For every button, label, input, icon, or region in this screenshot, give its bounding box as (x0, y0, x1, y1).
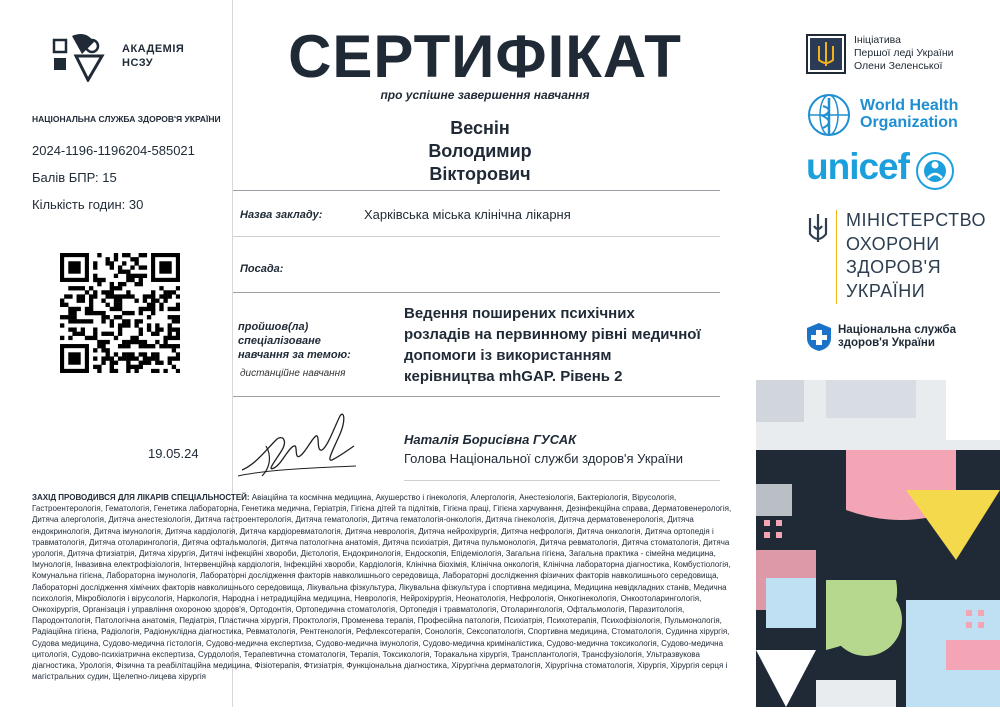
signature-icon (236, 410, 366, 486)
first-lady-line-2: Першої леді України (854, 47, 954, 59)
specialties-text: Авіаційна та космічна медицина, Акушерство і гінекологія, Алергологія, Анестезіологія, Бактеріологія, Вірусологія, Гастроентерологія, Гематологія, Генетика лабораторна, Генетика медична, Геріатрія, Гігієна дітей та підлітків, Гігієна праці, Гігієна харчування, Дезінфекційна справа, Дерматовенерологія, Дитяча алергологія, Дитяча анестезіологія, Дитяча гастроентерологія, Дитяча гематологія, Дитяча гематологія-онкологія, Дитяча гінекологія, Дитяча дерматовенерологія, Дитяча ендокринологія, Дитяча імунологія, Дитяча кардіологія, Дитяча кардіоревматологія, Дитяча неврологія, Дитяча нейрохірургія, Дитяча нефрологія, Дитяча онкологія, Дитяча ортопедія і травматологія, Дитяча отоларингологія, Дитяча офтальмологія, Дитяча патологічна анатомія, Дитяча психіатрія, Дитяча пульмонологія, Дитяча ревматологія, Дитяча стоматологія, Дитяча урологія, Дитяча фтизіатрія, Дитяча хірургія, Дитячі інфекційні хвороби, Дієтологія, Ендокринологія, Ендоскопія, Епідеміологія, Загальна гігієна, Загальна практика - сімейна медицина, Імунологія, Інвазивна електрофізіологія, Інтервенційна кардіологія, Інфекційні хвороби, Кардіологія, Клінічна біохімія, Клінічна онкологія, Клінічна лабораторна діагностика, Комбустіологія, Комунальна гігієна, Лабораторна імунологія, Лабораторні дослідження факторів навколишнього середовища, Лабораторні дослідження фізичних факторів навколишнього середовища, Лабораторні дослідження хімічних факторів навколишнього середовища, Лікувальна фізкультура, Лікувальна фізкультура і спортивна медицина, Медицина невідкладних станів, Медична психологія, Мікробіологія і вірусологія, Наркологія, Народна і нетрадиційна медицина, Неврологія, Нейрохірургія, Неонатологія, Нефрологія, Онкогінекологія, Онкоотоларингологія, Онкохірургія, Організація і управління охороною здоров'я, Ортодонтія, Ортопедична стоматологія, Ортопедія і травматологія, Отоларингологія, Офтальмологія, Паразитологія, Пародонтологія, Патологічна анатомія, Педіатрія, Пластична хірургія, Проктологія, Променева терапія, Професійна патологія, Психіатрія, Психотерапія, Психофізіологія, Пульмонологія, Радіаційна гігієна, Радіологія, Радіонуклідна діагностика, Ревматологія, Рентгенологія, Рефлексотерапія, Сонологія, Сексопатологія, Спортивна медицина, Стоматологія, Судинна хірургія, Судова медицина, Судово-медична гістологія, Судово-медична експертиза, Судово-медична імунологія, Судово-медична криміналістика, Судово-медична токсикологія, Судово-медична цитологія, Судово-психіатрична експертиза, Сурдологія, Терапевтична стоматологія, Терапія, Токсикологія, Торакальна хірургія, Трансплантологія, Трансфузіологія, Ультразвукова діагностика, Урологія, Фізична та реабілітаційна медицина, Фізіотерапія, Фтизіатрія, Функціональна діагностика, Хірургічна дерматологія, Хірургічна стоматологія, Хірургія, Хірургія серця і магістральних судин, Щелепно-лицева хірургія (32, 493, 732, 682)
academy-logo-icon (52, 30, 122, 85)
unicef-wordmark: unicef (806, 146, 909, 187)
issue-date: 19.05.24 (148, 446, 199, 461)
first-lady-line-3: Олени Зеленської (854, 60, 943, 72)
divider-2 (233, 236, 720, 237)
recipient-first-name: Володимир (428, 141, 532, 161)
divider-5 (404, 480, 720, 481)
recipient-last-name: Веснін (450, 118, 510, 138)
signatory-name: Наталія Борисівна ГУСАК (404, 432, 577, 447)
topic-label-1: пройшов(ла) (238, 321, 309, 333)
institution-label: Назва закладу: (240, 209, 323, 221)
topic-line-2: розладів на первинному рівні медичної (404, 326, 701, 343)
topic-label-3: навчання за темою: (238, 349, 351, 361)
training-mode: дистанційне навчання (240, 368, 346, 379)
who-line-1: World Health (860, 97, 959, 114)
topic-line-4: керівництва mhGAP. Рівень 2 (404, 368, 623, 385)
decorative-artwork (756, 380, 1000, 707)
topic-label-2: спеціалізоване (238, 335, 321, 347)
moh-line-3: ЗДОРОВ'Я (846, 257, 942, 277)
who-line-2: Organization (860, 114, 958, 131)
topic-line-1: Ведення поширених психічних (404, 305, 635, 322)
institution-value: Харківська міська клінічна лікарня (364, 207, 571, 222)
points: Балів БПР: 15 (32, 170, 117, 185)
position-label: Посада: (240, 263, 284, 275)
moh-line-2: ОХОРОНИ (846, 233, 940, 254)
specialties-block (32, 492, 732, 682)
divider-4 (233, 396, 720, 397)
signatory-role: Голова Національної служби здоров'я України (404, 451, 684, 466)
certificate-id: 2024-1196-1196204-585021 (32, 143, 195, 158)
moh-line-4: УКРАЇНИ (846, 280, 926, 301)
nszu-line-2: здоров'я України (838, 337, 935, 349)
nszu-line-1: Національна служба (838, 324, 956, 336)
first-lady-line-1: Ініціатива (854, 34, 901, 46)
recipient-patronymic: Вікторович (429, 164, 531, 184)
academy-name-1: АКАДЕМІЯ (122, 43, 185, 55)
nszu-cross-icon (806, 322, 832, 352)
moh-line-1: МІНІСТЕРСТВО (846, 210, 987, 230)
hours: Кількість годин: 30 (32, 197, 144, 212)
topic-line-3: допомоги із використанням (404, 347, 612, 364)
divider-3 (233, 292, 720, 293)
first-lady-emblem-icon (806, 34, 846, 74)
certificate-subtitle: про успішне завершення навчання (380, 88, 590, 102)
academy-name-2: НСЗУ (122, 57, 154, 69)
unicef-emblem-icon (914, 150, 956, 192)
certificate-title: СЕРТИФІКАТ (288, 23, 682, 90)
specialties-heading: ЗАХІД ПРОВОДИВСЯ ДЛЯ ЛІКАРІВ СПЕЦІАЛЬНОСТЕЙ: (32, 493, 250, 502)
moh-divider (836, 210, 837, 304)
trident-icon (806, 212, 830, 246)
qr-code-icon[interactable] (60, 253, 180, 373)
org-name: НАЦІОНАЛЬНА СЛУЖБА ЗДОРОВ'Я УКРАЇНИ (32, 114, 221, 124)
who-emblem-icon (806, 92, 852, 138)
divider-1 (233, 190, 720, 191)
